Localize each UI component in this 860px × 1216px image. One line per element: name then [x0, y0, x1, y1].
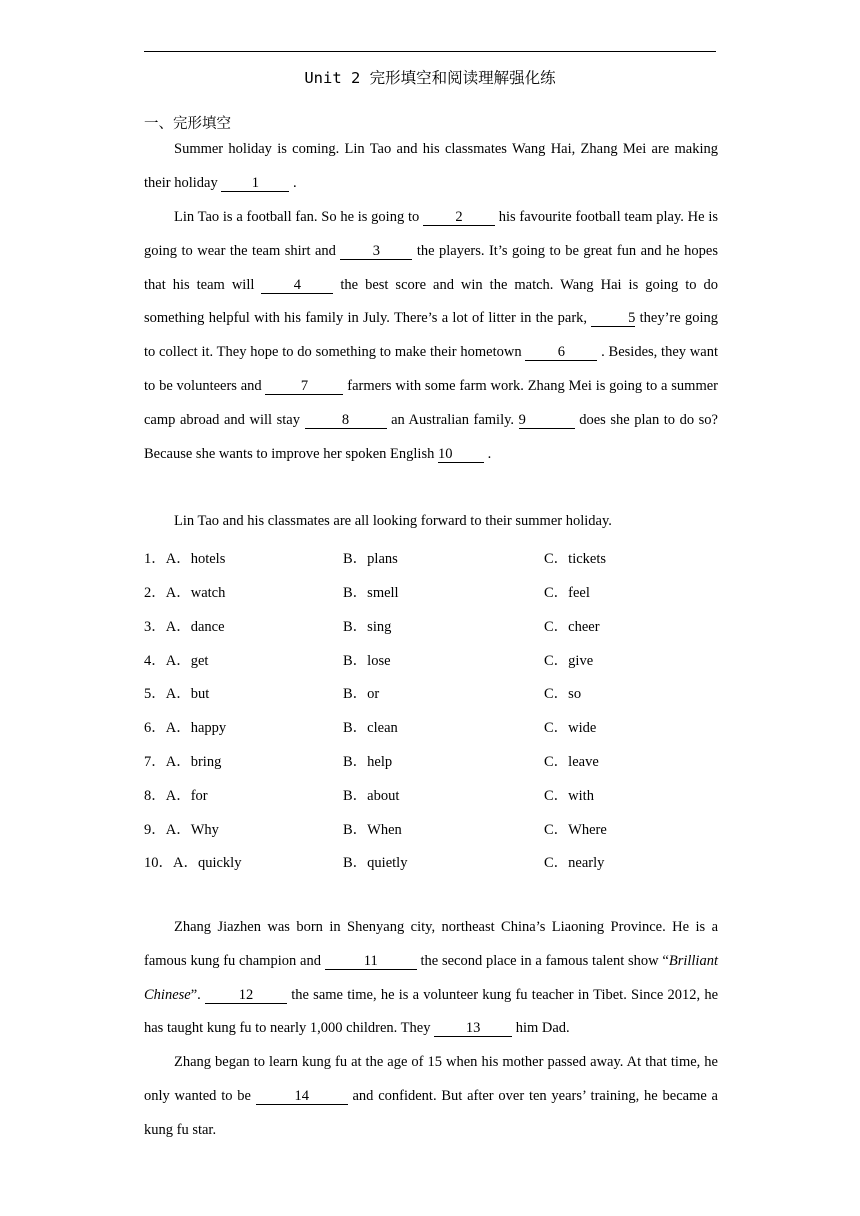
blank-11[interactable]: 11 [325, 953, 417, 970]
option-10-c[interactable]: C．nearly [544, 855, 605, 871]
blank-4[interactable]: 4 [261, 277, 333, 294]
section-heading: 一、完形填空 [144, 116, 231, 132]
option-8-b[interactable]: B．about [343, 788, 400, 804]
option-1-a[interactable]: 1．A．hotels [144, 551, 226, 567]
passage2-paragraph1: Zhang Jiazhen was born in Shenyang city, northeast China’s Liaoning Province. He is a famous kung fu champion and 11 the second place in a famous talent show “Brilliant Chinese”. 12 the same time, he is a volunteer kung fu teacher in Tibet. Since 2012, he has taught kung fu to nearly 1,000 children. They 13 him Dad. [144, 919, 719, 1037]
option-3-a[interactable]: 3．A．dance [144, 619, 225, 635]
option-row-7 [144, 750, 744, 770]
blank-5[interactable]: 5 [591, 310, 635, 327]
option-row-6 [144, 716, 744, 736]
blank-1[interactable]: 1 [221, 175, 289, 192]
option-10-b[interactable]: B．quietly [343, 855, 408, 871]
blank-14[interactable]: 14 [256, 1088, 348, 1105]
option-8-c[interactable]: C．with [544, 788, 594, 804]
option-10-a[interactable]: 10．A．quickly [144, 855, 242, 871]
option-1-b[interactable]: B．plans [343, 551, 398, 567]
show-name: Brilliant Chinese [144, 952, 718, 1003]
option-row-2 [144, 581, 744, 601]
option-row-8 [144, 784, 744, 804]
option-4-a[interactable]: 4．A．get [144, 653, 209, 669]
option-9-c[interactable]: C．Where [544, 822, 607, 838]
option-7-a[interactable]: 7．A．bring [144, 754, 222, 770]
option-9-b[interactable]: B．When [343, 822, 402, 838]
option-row-10 [144, 851, 744, 871]
option-6-c[interactable]: C．wide [544, 720, 597, 736]
option-row-4 [144, 649, 744, 669]
option-row-3 [144, 615, 744, 635]
page-title: Unit 2 完形填空和阅读理解强化练 [304, 69, 556, 87]
option-2-c[interactable]: C．feel [544, 585, 590, 601]
passage2-paragraph2: Zhang began to learn kung fu at the age of 15 when his mother passed away. At that time, he only wanted to be 14 and confident. But after over ten years’ training, he became a kung fu star. [144, 1054, 718, 1138]
option-row-9 [144, 818, 744, 838]
blank-12[interactable]: 12 [205, 987, 287, 1004]
blank-3[interactable]: 3 [340, 243, 412, 260]
blank-13[interactable]: 13 [434, 1020, 512, 1037]
option-9-a[interactable]: 9．A．Why [144, 822, 219, 838]
passage1-paragraph1: Summer holiday is coming. Lin Tao and his classmates Wang Hai, Zhang Mei are making their holiday 1 . [144, 141, 718, 191]
option-7-c[interactable]: C．leave [544, 754, 599, 770]
option-5-a[interactable]: 5．A．but [144, 686, 210, 702]
option-8-a[interactable]: 8．A．for [144, 788, 208, 804]
option-5-b[interactable]: B．or [343, 686, 380, 702]
option-2-b[interactable]: B．smell [343, 585, 399, 601]
option-4-c[interactable]: C．give [544, 653, 594, 669]
blank-7[interactable]: 7 [265, 378, 343, 395]
option-row-1 [144, 547, 744, 567]
option-3-b[interactable]: B．sing [343, 619, 392, 635]
passage1-paragraph2: Lin Tao is a football fan. So he is going to 2 his favourite football team play. He is going to wear the team shirt and 3 the players. It’s going to be great fun and he hopes that his team will 4 the best score and win the match. Wang Hai is going to do something helpful with his family in July. There’s a lot of litter in the park, 5 they’re going to collect it. They hope to do something to make their hometown 6 . Besides, they want to be volunteers and 7 farmers with some farm work. Zhang Mei is going to a summer camp abroad and will stay 8 an Australian family. 9 does she plan to do so? Because she wants to improve her spoken English 10 . [144, 209, 718, 462]
passage1-paragraph3: Lin Tao and his classmates are all looking forward to their summer holiday. [174, 513, 612, 529]
option-3-c[interactable]: C．cheer [544, 619, 600, 635]
option-7-b[interactable]: B．help [343, 754, 393, 770]
option-2-a[interactable]: 2．A．watch [144, 585, 226, 601]
option-4-b[interactable]: B．lose [343, 653, 391, 669]
blank-9[interactable]: 9 [519, 412, 575, 429]
option-row-5 [144, 682, 744, 702]
blank-8[interactable]: 8 [305, 412, 387, 429]
option-1-c[interactable]: C．tickets [544, 551, 607, 567]
header-rule [144, 51, 716, 52]
blank-2[interactable]: 2 [423, 209, 495, 226]
option-6-b[interactable]: B．clean [343, 720, 398, 736]
option-5-c[interactable]: C．so [544, 686, 582, 702]
blank-6[interactable]: 6 [525, 344, 597, 361]
blank-10[interactable]: 10 [438, 446, 484, 463]
option-6-a[interactable]: 6．A．happy [144, 720, 227, 736]
